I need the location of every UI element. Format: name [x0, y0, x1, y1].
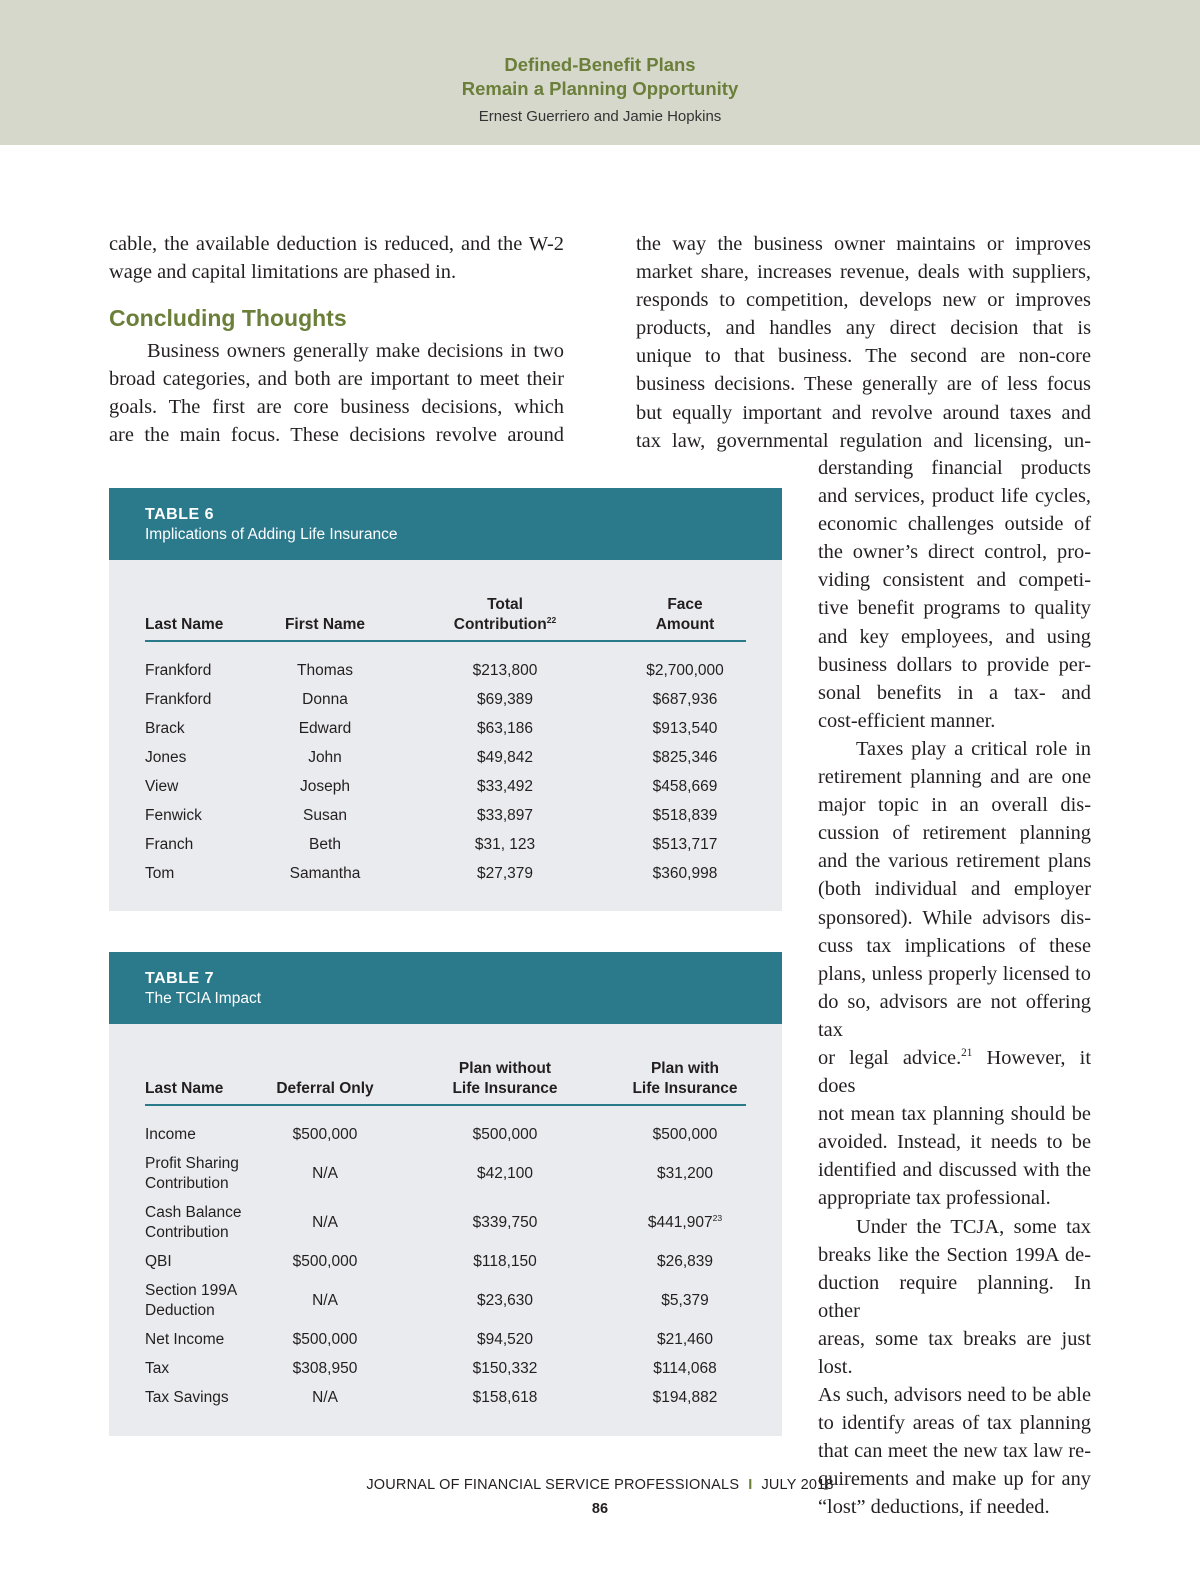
body-line: business decisions. These generally are of less focus — [636, 373, 1091, 396]
body-line: do so, advisors are not offering tax — [818, 990, 1091, 1041]
body-line: products, and handles any direct decision that is — [636, 317, 1091, 340]
cell-last-name: View — [145, 777, 179, 795]
page-number: 86 — [591, 1501, 609, 1517]
cell-plan-with: $31,200 — [656, 1164, 714, 1182]
body-line: avoided. Instead, it needs to be — [818, 1131, 1091, 1154]
table-7-header-row — [145, 1024, 746, 1106]
header-line: Plan with — [650, 1060, 720, 1077]
table-row — [145, 1383, 746, 1412]
body-line: sponsored). While advisors dis- — [818, 906, 1091, 929]
cell-face-amount: $458,669 — [652, 777, 718, 795]
cell-row-label: Tax — [145, 1359, 170, 1377]
cell-first-name: Susan — [303, 806, 347, 824]
column-header-plan-without-life-insurance — [452, 1059, 557, 1099]
cell-last-name: Fenwick — [145, 806, 202, 824]
column-header-plan-with-life-insurance — [632, 1059, 737, 1099]
table-6-caption: Implications of Adding Life Insurance — [145, 526, 398, 543]
table-row — [145, 1354, 746, 1383]
footnote-ref[interactable]: 23 — [712, 1212, 723, 1223]
body-line: sonal benefits in a tax- and — [818, 681, 1091, 704]
cell-first-name: Beth — [309, 835, 341, 853]
footer-separator: I — [748, 1477, 753, 1493]
cell-plan-without: $158,618 — [472, 1388, 538, 1406]
table-row — [145, 1198, 746, 1247]
body-line: business dollars to provide per- — [818, 653, 1091, 676]
cell-row-label: Income — [145, 1125, 196, 1143]
cell-plan-without: $42,100 — [476, 1164, 534, 1182]
footnote-ref[interactable]: 22 — [546, 614, 557, 625]
column-header-first-name: First Name — [284, 616, 366, 633]
body-line: identified and discussed with the — [818, 1159, 1091, 1182]
body-line: derstanding financial products — [818, 457, 1091, 479]
cell-total-contribution: $213,800 — [472, 661, 538, 679]
cell-last-name: Frankford — [145, 661, 212, 679]
cell-row-label — [145, 1281, 237, 1321]
column-header-deferral-only: Deferral Only — [276, 1080, 374, 1097]
cell-last-name: Frankford — [145, 690, 212, 708]
body-line: that can meet the new tax law re- — [818, 1440, 1091, 1463]
cell-plan-without: $150,332 — [472, 1359, 538, 1377]
table-6 — [109, 488, 782, 911]
body-text: or legal advice. — [818, 1046, 962, 1069]
issue-date: JULY 2018 — [761, 1477, 834, 1493]
table-row — [145, 714, 746, 743]
cell-deferral-only: N/A — [312, 1213, 338, 1231]
right-column — [636, 230, 1091, 455]
cell-total-contribution: $69,389 — [476, 690, 534, 708]
cell-total-contribution: $49,842 — [476, 748, 534, 766]
cell-row-label: Net Income — [145, 1330, 225, 1348]
label-line: Cash Balance — [145, 1203, 242, 1221]
column-header-face-amount — [656, 595, 715, 635]
table-row — [145, 830, 746, 859]
body-text: However, it does — [818, 1046, 1091, 1098]
body-line-with-footnote — [818, 1044, 1091, 1100]
cell-plan-with — [648, 1213, 722, 1233]
body-line: market share, increases revenue, deals with suppliers, — [636, 261, 1091, 284]
cell-row-label: QBI — [145, 1252, 172, 1270]
cell-deferral-only: $500,000 — [292, 1252, 358, 1270]
journal-name: JOURNAL OF FINANCIAL SERVICE PROFESSIONALS — [366, 1477, 740, 1493]
cell-first-name: John — [308, 748, 342, 766]
body-line: cussion of retirement planning — [818, 822, 1091, 845]
table-7-caption: The TCIA Impact — [145, 990, 262, 1007]
body-line: As such, advisors need to be able — [818, 1384, 1091, 1407]
body-line: quirements and make up for any — [818, 1468, 1091, 1491]
table-6-grid — [145, 560, 746, 888]
header-line: Face — [667, 596, 703, 613]
cell-total-contribution: $33,897 — [476, 806, 534, 824]
body-line: Under the TCJA, some tax — [856, 1215, 1091, 1238]
article-authors: Ernest Guerriero and Jamie Hopkins — [478, 108, 722, 125]
header-line: Life Insurance — [632, 1080, 738, 1097]
article-title-line-1: Defined-Benefit Plans — [504, 54, 696, 75]
label-line: Profit Sharing — [145, 1154, 239, 1172]
cell-deferral-only: N/A — [312, 1388, 338, 1406]
cell-plan-without: $500,000 — [472, 1125, 538, 1143]
cell-first-name: Thomas — [297, 661, 353, 679]
cell-plan-with: $5,379 — [661, 1291, 709, 1309]
cell-plan-with: $114,068 — [653, 1359, 717, 1377]
column-header-last-name: Last Name — [145, 1080, 224, 1097]
body-line: “lost” deductions, if needed. — [818, 1496, 1050, 1519]
header-line: Plan without — [458, 1060, 552, 1077]
body-line: Taxes play a critical role in — [856, 737, 1091, 760]
body-line: major topic in an overall dis- — [818, 794, 1091, 817]
cell-face-amount: $913,540 — [652, 719, 718, 737]
table-row — [145, 1276, 746, 1325]
table-row — [145, 743, 746, 772]
body-line: breaks like the Section 199A de- — [818, 1243, 1091, 1266]
header-line: Contribution — [453, 616, 547, 633]
article-title-line-2: Remain a Planning Opportunity — [461, 78, 739, 99]
label-line: Contribution — [145, 1174, 229, 1192]
cell-value: $441,907 — [647, 1213, 713, 1231]
header-line: Life Insurance — [452, 1080, 558, 1097]
body-line: tive benefit programs to quality — [818, 597, 1091, 620]
body-line: broad categories, and both are important to meet their — [109, 368, 564, 391]
cell-row-label: Tax Savings — [145, 1388, 229, 1406]
table-row — [145, 801, 746, 830]
body-line: but equally important and revolve around taxes and — [636, 401, 1091, 424]
table-row — [145, 859, 746, 888]
body-line: not mean tax planning should be — [818, 1103, 1091, 1126]
body-line: appropriate tax professional. — [818, 1187, 1051, 1210]
cell-first-name: Samantha — [289, 864, 361, 882]
column-header-total-contribution — [454, 595, 556, 635]
cell-last-name: Brack — [145, 719, 185, 737]
body-line: the way the business owner maintains or improves — [636, 233, 1091, 255]
table-7-body — [145, 1106, 746, 1412]
cell-first-name: Donna — [302, 690, 348, 708]
left-column — [109, 230, 564, 450]
cell-face-amount: $518,839 — [652, 806, 718, 824]
cell-deferral-only: N/A — [312, 1291, 338, 1309]
body-line: (both individual and employer — [818, 878, 1091, 901]
table-row — [145, 1247, 746, 1276]
cell-deferral-only: $500,000 — [292, 1125, 358, 1143]
header-line: Total — [487, 596, 523, 613]
cell-last-name: Franch — [145, 835, 194, 853]
table-row — [145, 1149, 746, 1198]
table-7 — [109, 952, 782, 1436]
cell-plan-with: $500,000 — [652, 1125, 718, 1143]
body-line: cuss tax implications of these — [818, 934, 1091, 957]
cell-face-amount: $513,717 — [652, 835, 718, 853]
cell-plan-without: $23,630 — [476, 1291, 534, 1309]
footnote-ref[interactable]: 21 — [961, 1047, 973, 1060]
cell-plan-without: $94,520 — [476, 1330, 534, 1348]
table-row — [145, 1325, 746, 1354]
cell-face-amount: $2,700,000 — [646, 661, 724, 679]
article-title — [0, 53, 1200, 101]
table-6-number: TABLE 6 — [145, 506, 214, 523]
body-line: duction require planning. In other — [818, 1271, 1091, 1322]
body-line: and services, product life cycles, — [818, 485, 1091, 508]
cell-first-name: Edward — [298, 719, 352, 737]
cell-face-amount: $825,346 — [652, 748, 718, 766]
body-line: unique to that business. The second are non-core — [636, 345, 1091, 368]
table-6-header — [109, 488, 782, 560]
table-7-header — [109, 952, 782, 1024]
body-line: responds to competition, develops new or improves — [636, 289, 1091, 312]
narrow-column — [818, 454, 1091, 1522]
table-6-header-row — [145, 560, 746, 642]
body-line: are the main focus. These decisions revolve around — [109, 424, 564, 447]
body-line: Business owners generally make decisions in two — [147, 340, 564, 363]
body-line: wage and capital limitations are phased in. — [109, 261, 457, 284]
table-row — [145, 1120, 746, 1149]
cell-face-amount: $687,936 — [652, 690, 718, 708]
cell-plan-without: $339,750 — [472, 1213, 538, 1231]
cell-total-contribution: $63,186 — [476, 719, 534, 737]
cell-total-contribution: $33,492 — [476, 777, 534, 795]
header-line: Amount — [655, 616, 715, 633]
cell-plan-with: $26,839 — [656, 1252, 714, 1270]
cell-total-contribution: $31, 123 — [474, 835, 536, 853]
body-line: cost-efficient manner. — [818, 709, 996, 732]
cell-deferral-only: N/A — [312, 1164, 338, 1182]
body-line: cable, the available deduction is reduced, and the W-2 — [109, 233, 564, 255]
cell-row-label — [145, 1203, 242, 1243]
cell-first-name: Joseph — [300, 777, 350, 795]
body-line: areas, some tax breaks are just lost. — [818, 1327, 1091, 1378]
body-line: retirement planning and are one — [818, 766, 1091, 789]
table-7-number: TABLE 7 — [145, 970, 214, 987]
cell-last-name: Jones — [145, 748, 187, 766]
body-line: and the various retirement plans — [818, 850, 1091, 873]
page-footer — [0, 1477, 1200, 1493]
body-line: economic challenges outside of — [818, 513, 1091, 536]
label-line: Deduction — [145, 1301, 215, 1319]
body-line: tax law, governmental regulation and licensing, un- — [636, 429, 1091, 452]
table-row — [145, 772, 746, 801]
body-line: goals. The first are core business decisions, which — [109, 396, 564, 419]
body-line: viding consistent and competi- — [818, 569, 1091, 592]
cell-total-contribution: $27,379 — [476, 864, 534, 882]
body-line: and key employees, and using — [818, 625, 1091, 648]
cell-deferral-only: $500,000 — [292, 1330, 358, 1348]
body-line: to identify areas of tax planning — [818, 1412, 1091, 1435]
cell-deferral-only: $308,950 — [292, 1359, 358, 1377]
column-header-last-name: Last Name — [145, 616, 224, 633]
table-7-grid — [145, 1024, 746, 1412]
article-header — [0, 0, 1200, 145]
body-line: the owner’s direct control, pro- — [818, 541, 1091, 564]
cell-plan-without: $118,150 — [473, 1252, 537, 1270]
section-heading: Concluding Thoughts — [109, 305, 347, 332]
table-row — [145, 685, 746, 714]
cell-row-label — [145, 1154, 239, 1194]
table-6-body — [145, 642, 746, 888]
cell-face-amount: $360,998 — [652, 864, 718, 882]
cell-last-name: Tom — [145, 864, 175, 882]
table-row — [145, 656, 746, 685]
cell-plan-with: $21,460 — [656, 1330, 714, 1348]
body-line: plans, unless properly licensed to — [818, 962, 1091, 985]
cell-plan-with: $194,882 — [652, 1388, 718, 1406]
label-line: Section 199A — [145, 1281, 238, 1299]
label-line: Contribution — [145, 1223, 229, 1241]
